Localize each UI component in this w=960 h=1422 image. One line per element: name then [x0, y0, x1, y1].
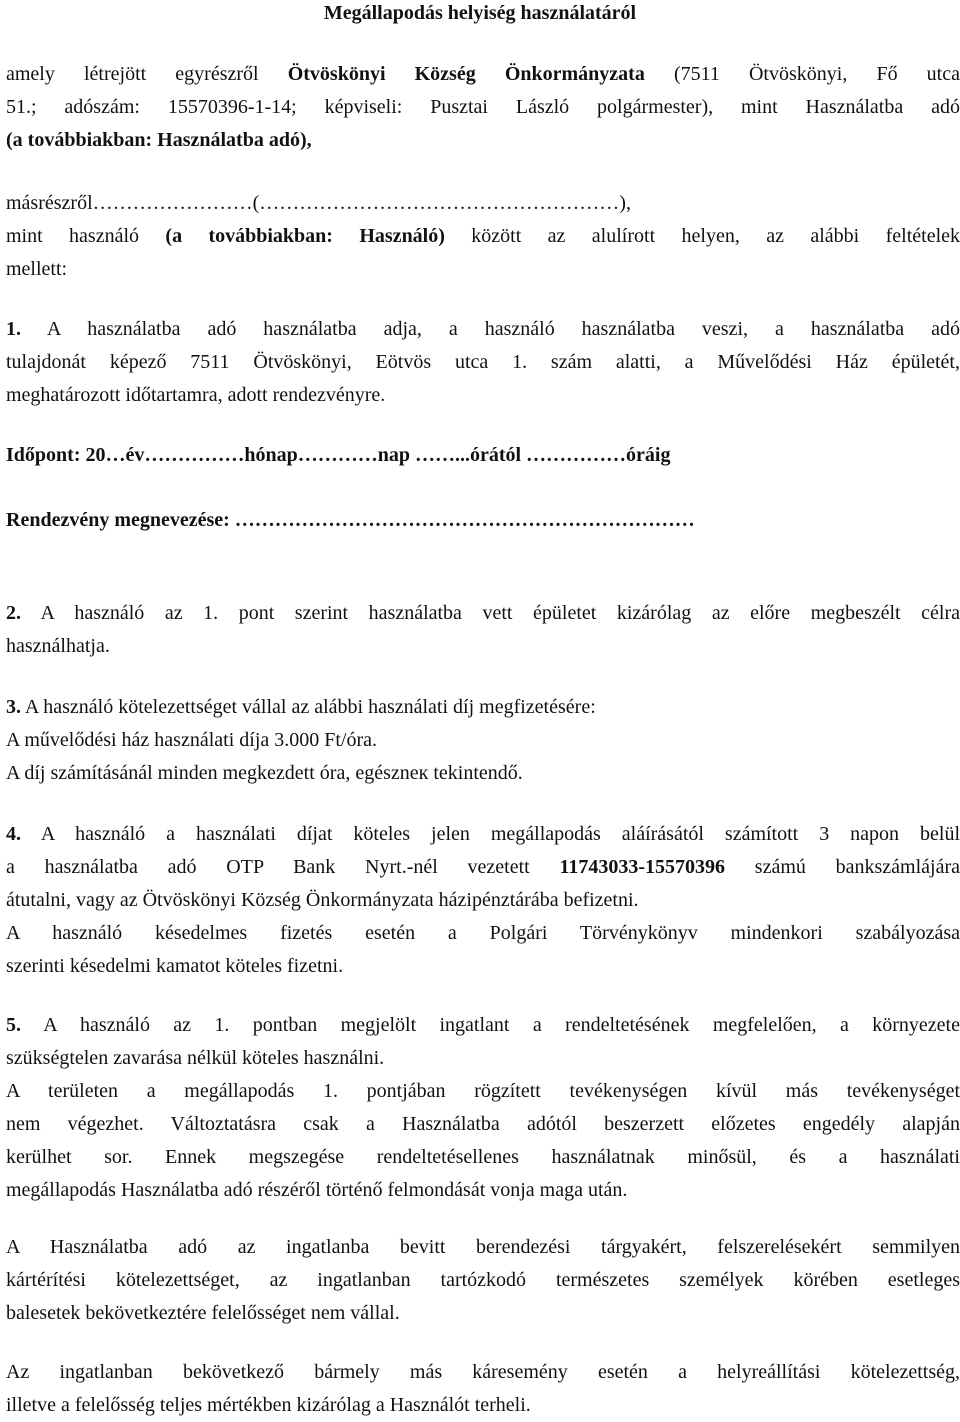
section-number: 5. — [6, 1014, 21, 1036]
section-number: 2. — [6, 602, 21, 624]
municipality-name: Ötvöskönyi Község Önkormányzata — [287, 63, 645, 85]
document-title: Megállapodás helyiség használatáról — [323, 2, 637, 24]
party2-line-2: mint használó (a továbbiakban: Használó) között az alulírott helyen, az alábbi feltételek — [6, 225, 960, 247]
section-1: 1. A használatba adó használatba adja, a használó használatba veszi, a használatba adó tulajdonát képező 7511 Ötvöskönyi, Eötvös utca 1. szám alatti, a Művelődési Ház épületét, meghatározott időtartamra, adott rendezvényre. — [6, 318, 960, 406]
section-4: 4. A használó a használati díjat köteles jelen megállapodás aláírásától számított 3 napon belül a használatba adó OTP Bank Nyrt.-nél vezetett 11743033-15570396 számú bankszámlájára átutalni, vagy az Ötvöskönyi Község Önkormányzata házipénztárába befizetni. A használó késedelmes fizetés esetén a Polgári Törvénykönyv mindenkori szabályozása szerinti késedelmi kamatot köteles fizetni. — [6, 823, 960, 977]
intro-line-1: amely létrejött egyrészről Ötvöskönyi Község Önkormányzata (7511 Ötvöskönyi, Fő utca — [6, 63, 960, 85]
section-number: 3. — [6, 696, 21, 718]
intro-paragraph — [6, 58, 960, 157]
appointment-line: Időpont: 20…év……………hónap…………nap ……...órától ……………óráig — [6, 444, 671, 466]
party2-line-1: másrészről……………………(………………………………………………), — [6, 192, 631, 214]
damage-paragraph: Az ingatlanban bekövetkező bármely más káresemény esetén a helyreállítási kötelezettség, illetve a felelősség teljes mértékben kizárólag a Használót terheli. — [6, 1361, 960, 1416]
intro-line-2: 51.; adószám: 15570396-1-14; képviseli: Pusztai László polgármester), mint Használatba adó — [6, 96, 960, 118]
event-name-line: Rendezvény megnevezése: …………………………………………………………… — [6, 509, 695, 531]
section-number: 4. — [6, 823, 21, 845]
section-2: 2. A használó az 1. pont szerint használatba vett épületet kizárólag az előre megbeszélt célra használhatja. — [6, 602, 960, 657]
section-number: 1. — [6, 318, 21, 340]
section-3: 3. A használó kötelezettséget vállal az alábbi használati díj megfizetésére: A művelődési ház használati díja 3.000 Ft/óra. A díj számításánál minden megkezdett óra, egészneк tekintendő. — [6, 696, 596, 784]
party2-line-3: mellett: — [6, 258, 68, 280]
liability-paragraph: A Használatba adó az ingatlanba bevitt berendezési tárgyakért, felszerelésekért semmilyen kártérítési kötelezettséget, az ingatlanban tartózkodó természetes személyek körében esetleges balesetek bekövetkeztére felelősséget nem vállal. — [6, 1236, 960, 1324]
section-5: 5. A használó az 1. pontban megjelölt ingatlant a rendeltetésének megfelelően, a környezete szükségtelen zavarása nélkül köteles használni. A területen a megállapodás 1. pontjában rögzített tevékenységen kívül más tevékenységet nem végezhet. Változtatásra csak a Használatba adótól beszerzett előzetes engedély alapján kerülhet sor. Ennek megszegése rendeltetésellenes használatnak minősül, és a használati megállapodás Használatba adó részéről történő felmondását vonja maga után. — [6, 1014, 960, 1201]
party2-paragraph — [6, 187, 960, 286]
bank-account-number: 11743033-15570396 — [559, 856, 726, 878]
intro-line-3: (a továbbiakban: Használatba adó), — [6, 129, 312, 151]
